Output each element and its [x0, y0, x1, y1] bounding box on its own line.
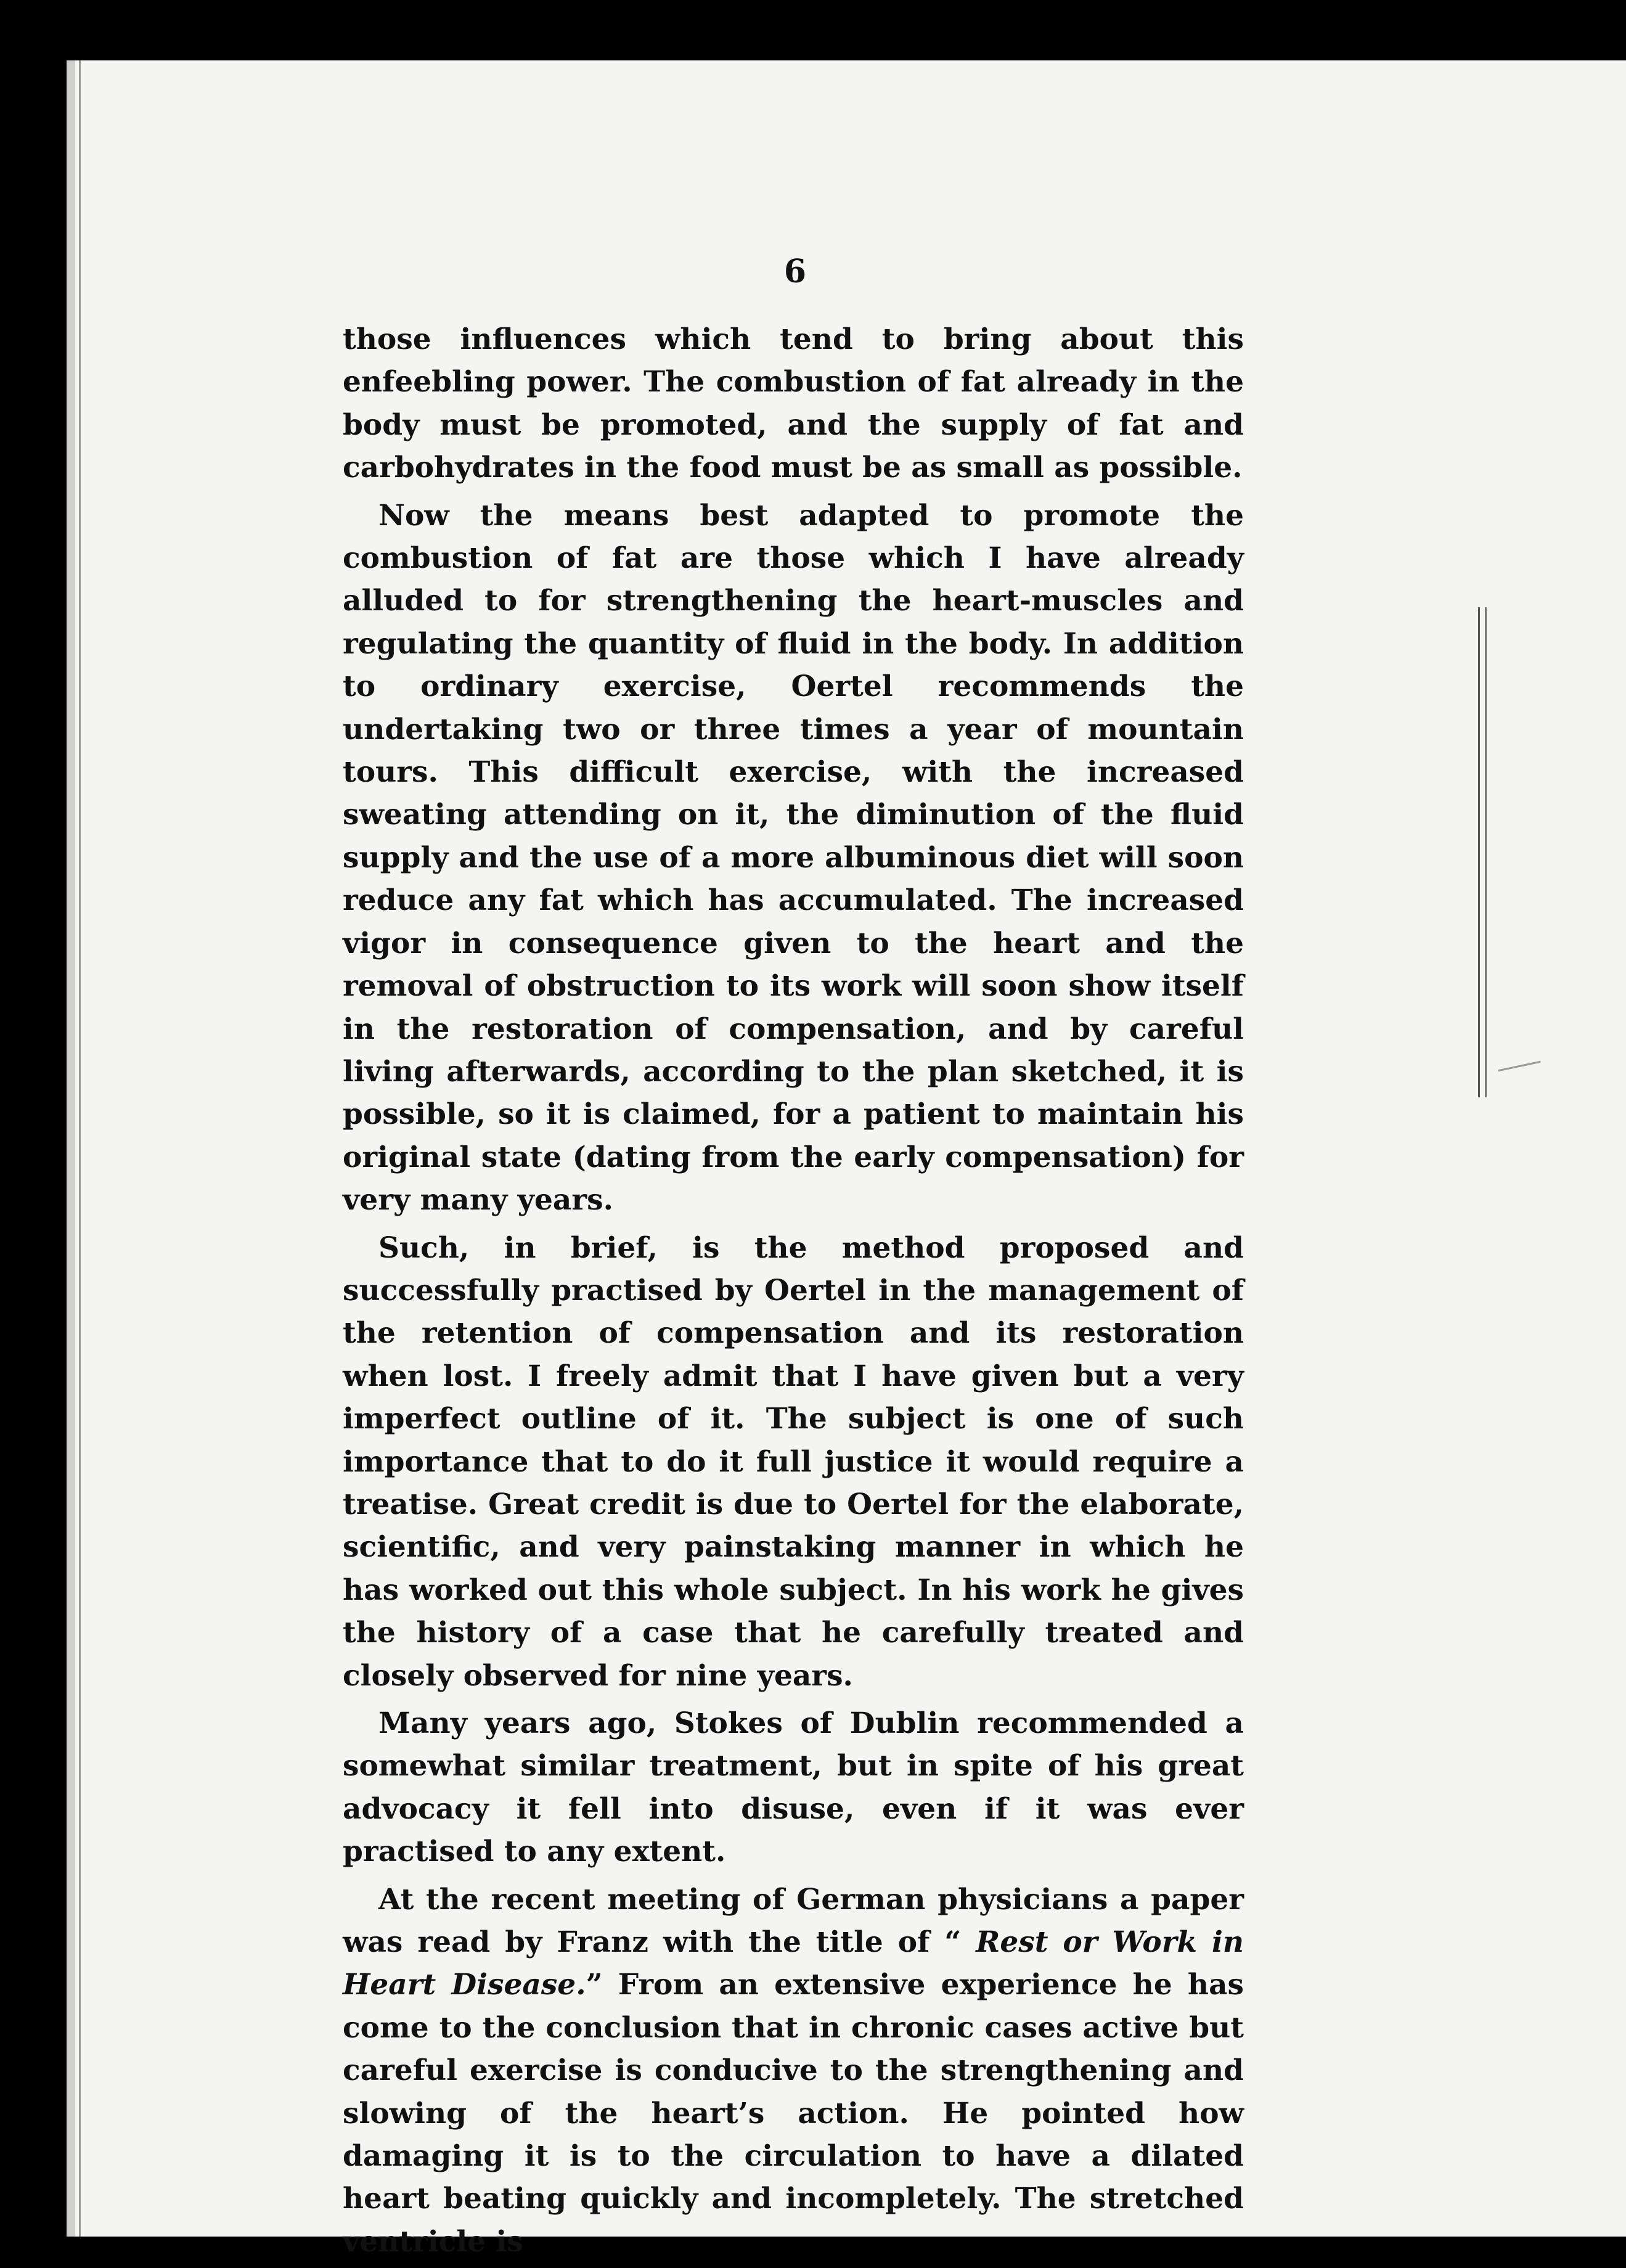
body-text	[343, 318, 1244, 2268]
page-number: 6	[783, 253, 807, 290]
gutter-line	[79, 60, 81, 2237]
margin-bracket-mark	[1478, 607, 1487, 1097]
paragraph-3: Such, in brief, is the method proposed and successfully practised by Oertel in the management of the retention of compensation and its restoration when lost. I freely admit that I have given but a very imperfect outline of it. The subject is one of such importance that to do it full justice it would require a treatise. Great credit is due to Oertel for the elaborate, scientific, and very painstaking manner in which he has worked out this whole subject. In his work he gives the history of a case that he carefully treated and closely observed for nine years.	[343, 1230, 1244, 1693]
paragraph-2: Now the means best adapted to promote the combustion of fat are those which I have already alluded to for strengthening the heart-muscles and regulating the quantity of fluid in the body. In addition to ordinary exercise, Oertel recommends the undertaking two or three times a year of mountain tours. This difficult exercise, with the increased sweating attending on it, the diminution of the fluid supply and the use of a more albuminous diet will soon reduce any fat which has accumulated. The increased vigor in consequence given to the heart and the removal of obstruction to its work will soon show itself in the restoration of compensation, and by careful living afterwards, according to the plan sketched, it is possible, so it is claimed, for a patient to maintain his original state (dating from the early compensation) for very many years.	[343, 498, 1244, 1218]
paper-title: Rest or Work in Heart Disease.	[343, 1925, 1244, 2002]
paragraph-5	[343, 1878, 1244, 2264]
page-gutter	[67, 60, 75, 2237]
paragraph-4: Many years ago, Stokes of Dublin recommended a somewhat similar treatment, but in spite of his great advocacy it fell into disuse, even if it was ever practised to any extent.	[343, 1706, 1244, 1869]
paragraph-1: those influences which tend to bring about this enfeebling power. The combustion of fat already in the body must be promoted, and the supply of fat and carbohydrates in the food must be as small as possible.	[343, 322, 1244, 485]
paragraph-5-rest: ” From an extensive experience he has come to the conclusion that in chronic cases active but careful exercise is conducive to the strengthening and slowing of the heart’s action. He pointed how damaging it is to the circulation to have a dilated heart beating quickly and incompletely. The stretched ventricle is	[343, 1968, 1244, 2259]
paragraph-5-lead: At the recent meeting of German physicians a paper was read by Franz with the title of “	[343, 1882, 1244, 1960]
